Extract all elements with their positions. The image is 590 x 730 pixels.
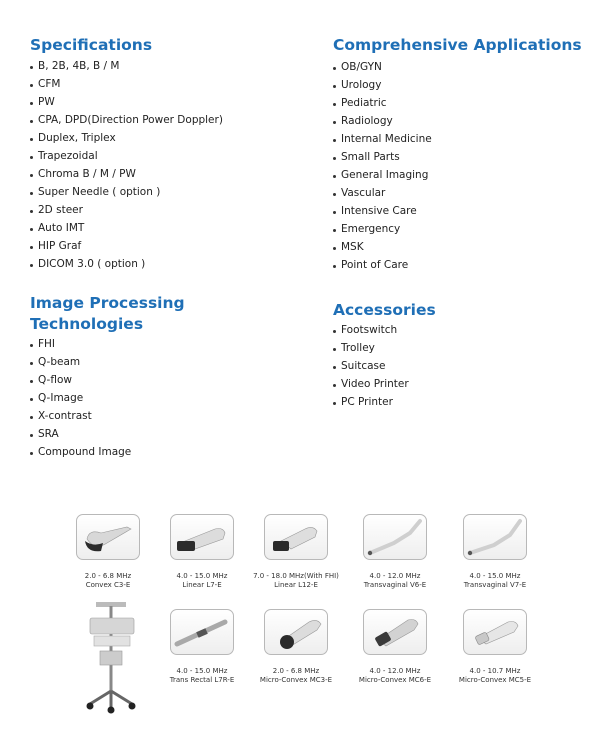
- accessories-section: [333, 300, 436, 411]
- probe-name: Linear L12-E: [274, 581, 318, 589]
- list-item: Radiology: [333, 112, 582, 130]
- probe-caption: [448, 667, 542, 685]
- list-item: X-contrast: [30, 407, 185, 425]
- list-item: OB/GYN: [333, 58, 582, 76]
- probe-frequency: 2.0 - 6.8 MHz: [84, 572, 132, 580]
- list-item: B, 2B, 4B, B / M: [30, 57, 223, 75]
- list-item: Urology: [333, 76, 582, 94]
- image-processing-section: [30, 293, 185, 461]
- probe-name: Trans Rectal L7R-E: [169, 676, 235, 684]
- probe-name: Transvaginal V6-E: [363, 581, 427, 589]
- linear-probe-icon: [170, 514, 234, 560]
- list-item: Q-flow: [30, 371, 185, 389]
- list-item: Q-beam: [30, 353, 185, 371]
- probe-frequency: 2.0 - 6.8 MHz: [272, 667, 320, 675]
- probe-caption: [155, 667, 249, 685]
- image-processing-list: [30, 335, 185, 461]
- list-item: PC Printer: [333, 393, 436, 411]
- probe-card: [61, 514, 155, 590]
- list-item: Intensive Care: [333, 202, 582, 220]
- list-item: Compound Image: [30, 443, 185, 461]
- list-item: Duplex, Triplex: [30, 129, 223, 147]
- applications-list: [333, 58, 582, 274]
- list-item: Point of Care: [333, 256, 582, 274]
- applications-section: [333, 35, 582, 274]
- probe-name: Micro-Convex MC6-E: [358, 676, 432, 684]
- transvaginal-probe-icon: [363, 514, 427, 560]
- list-item: Footswitch: [333, 321, 436, 339]
- trolley-image: [82, 596, 142, 716]
- probe-caption: [448, 572, 542, 590]
- list-item: 2D steer: [30, 201, 223, 219]
- list-item: Super Needle ( option ): [30, 183, 223, 201]
- probe-card: [448, 514, 542, 590]
- probe-frequency: 7.0 - 18.0 MHz(With FHI): [253, 572, 339, 580]
- probe-caption: [61, 572, 155, 590]
- probe-caption: [348, 667, 442, 685]
- probe-frequency: 4.0 - 15.0 MHz: [176, 572, 228, 580]
- list-item: Vascular: [333, 184, 582, 202]
- list-item: DICOM 3.0 ( option ): [30, 255, 223, 273]
- list-item: Internal Medicine: [333, 130, 582, 148]
- probe-name: Micro-Convex MC5-E: [458, 676, 532, 684]
- accessories-list: [333, 321, 436, 411]
- list-item: Chroma B / M / PW: [30, 165, 223, 183]
- list-item: PW: [30, 93, 223, 111]
- probe-frequency: 4.0 - 12.0 MHz: [369, 667, 421, 675]
- transrectal-probe-icon: [170, 609, 234, 655]
- list-item: HIP Graf: [30, 237, 223, 255]
- probe-frequency: 4.0 - 12.0 MHz: [369, 572, 421, 580]
- probe-name: Transvaginal V7-E: [463, 581, 527, 589]
- list-item: Q-Image: [30, 389, 185, 407]
- probe-card: [249, 514, 343, 590]
- list-item: Emergency: [333, 220, 582, 238]
- probe-caption: [249, 667, 343, 685]
- list-item: Trapezoidal: [30, 147, 223, 165]
- accessories-heading: Accessories: [333, 301, 436, 319]
- probe-card: [155, 609, 249, 685]
- micro-convex-probe-icon: [363, 609, 427, 655]
- list-item: General Imaging: [333, 166, 582, 184]
- probe-caption: [348, 572, 442, 590]
- probe-name: Convex C3-E: [85, 581, 131, 589]
- specifications-list: [30, 57, 223, 273]
- image-processing-heading-line2: Technologies: [30, 315, 144, 333]
- transvaginal-probe-icon: [463, 514, 527, 560]
- list-item: CPA, DPD(Direction Power Doppler): [30, 111, 223, 129]
- list-item: FHI: [30, 335, 185, 353]
- probe-caption: [249, 572, 343, 590]
- image-processing-heading: [30, 293, 185, 335]
- probe-card: [249, 609, 343, 685]
- probe-caption: [155, 572, 249, 590]
- list-item: Pediatric: [333, 94, 582, 112]
- micro-convex-probe-icon: [463, 609, 527, 655]
- probe-card: [348, 514, 442, 590]
- probe-card: [348, 609, 442, 685]
- specifications-section: [30, 35, 223, 273]
- probe-frequency: 4.0 - 15.0 MHz: [176, 667, 228, 675]
- list-item: CFM: [30, 75, 223, 93]
- probe-frequency: 4.0 - 10.7 MHz: [469, 667, 521, 675]
- list-item: Video Printer: [333, 375, 436, 393]
- list-item: Suitcase: [333, 357, 436, 375]
- probe-frequency: 4.0 - 15.0 MHz: [469, 572, 521, 580]
- list-item: Auto IMT: [30, 219, 223, 237]
- list-item: MSK: [333, 238, 582, 256]
- probe-name: Micro-Convex MC3-E: [259, 676, 333, 684]
- probe-card: [155, 514, 249, 590]
- probe-name: Linear L7-E: [182, 581, 222, 589]
- image-processing-heading-line1: Image Processing: [30, 294, 185, 312]
- convex-probe-icon: [76, 514, 140, 560]
- linear-probe-icon: [264, 514, 328, 560]
- list-item: Small Parts: [333, 148, 582, 166]
- probe-card: [448, 609, 542, 685]
- list-item: Trolley: [333, 339, 436, 357]
- micro-convex-probe-icon: [264, 609, 328, 655]
- applications-heading: Comprehensive Applications: [333, 36, 582, 54]
- list-item: SRA: [30, 425, 185, 443]
- specifications-heading: Specifications: [30, 36, 153, 54]
